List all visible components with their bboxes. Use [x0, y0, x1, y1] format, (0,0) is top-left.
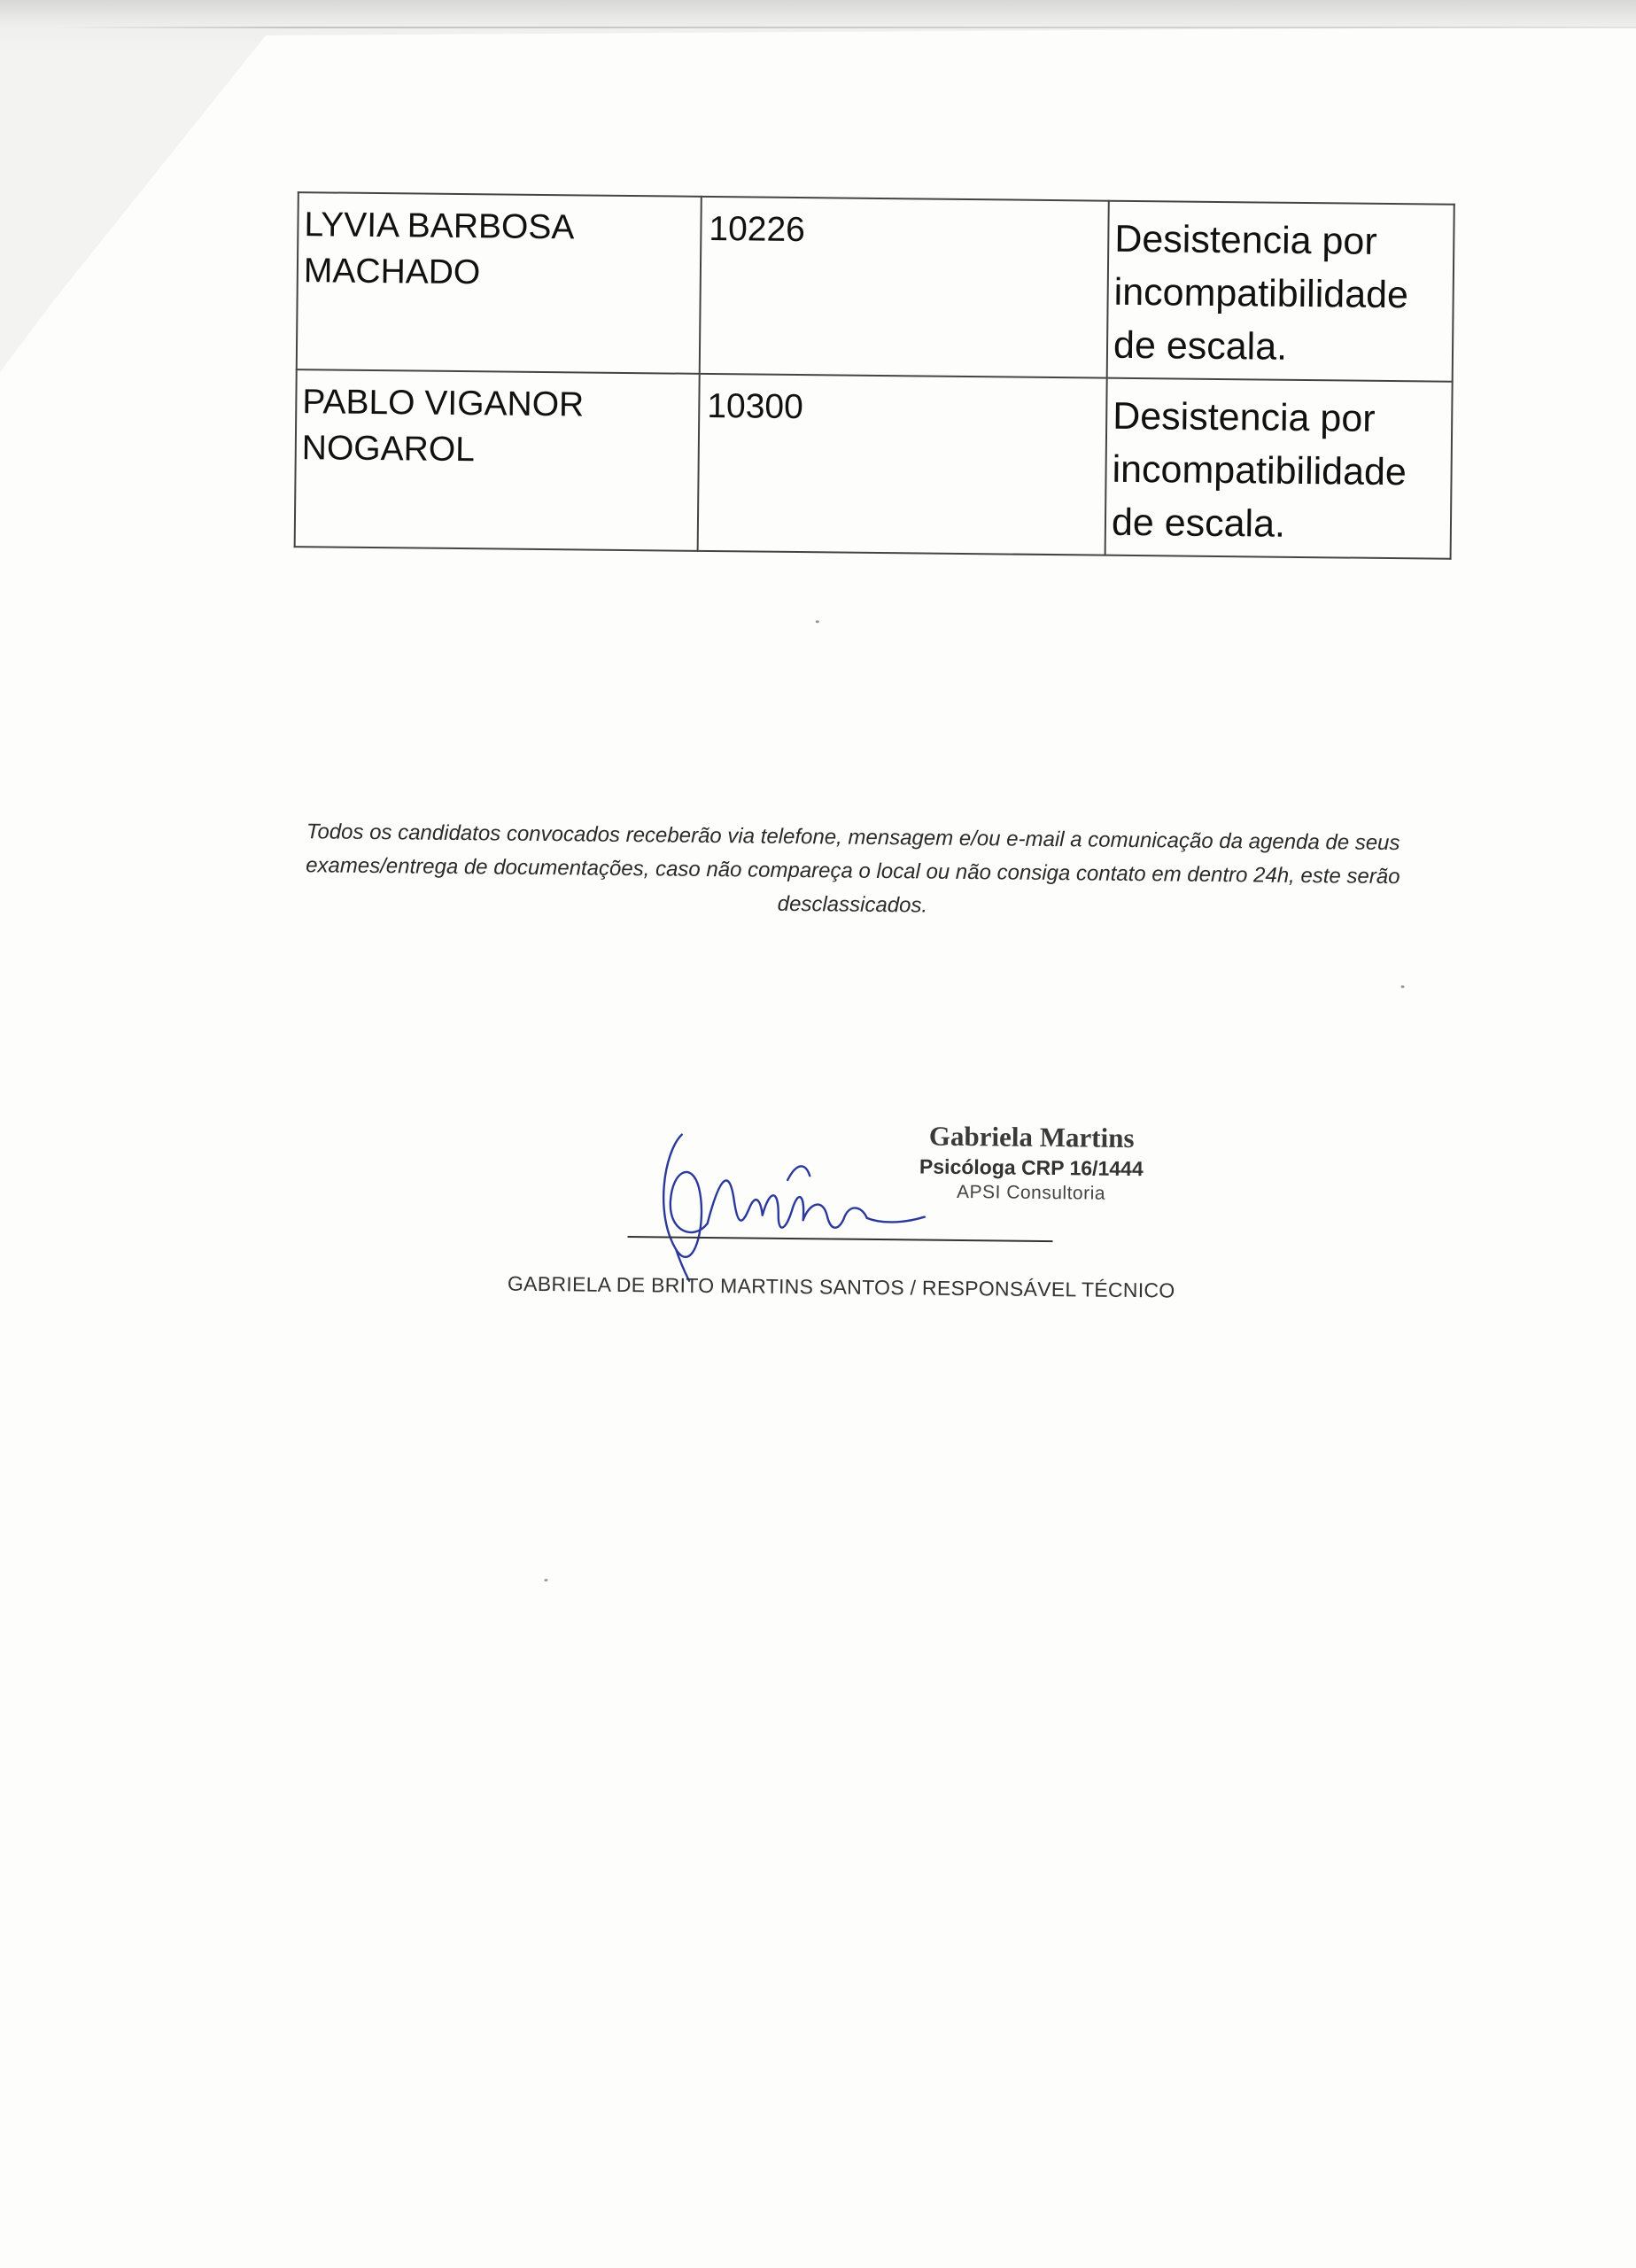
candidate-code: 10226: [700, 197, 1109, 378]
candidate-name: PABLO VIGANOR NOGAROL: [295, 369, 700, 551]
table-row: [295, 369, 1453, 559]
signer-label: GABRIELA DE BRITO MARTINS SANTOS / RESPONSÁVEL TÉCNICO: [507, 1271, 1175, 1302]
stamp-company: APSI Consultoria: [956, 1181, 1106, 1204]
scan-speck: [816, 620, 819, 623]
candidate-code: 10300: [698, 374, 1107, 555]
candidate-table: [294, 191, 1455, 560]
table-row: [297, 192, 1454, 382]
stamp-name: Gabriela Martins: [928, 1120, 1135, 1154]
stamp-registration: Psicóloga CRP 16/1444: [919, 1154, 1144, 1181]
candidate-reason: Desistencia por incompatibilidade de escala.: [1105, 378, 1453, 559]
candidate-reason: Desistencia por incompatibilidade de escala.: [1107, 201, 1454, 382]
scan-speck: [544, 1579, 547, 1581]
notice-paragraph: Todos os candidatos convocados receberão via telefone, mensagem e/ou e-mail a comunicação da agenda de seus exames/entrega de documentações, caso não compareça o local ou não consiga contato em dentro 24h, este serão desclassicados.: [306, 819, 1400, 918]
scan-speck: [1401, 985, 1405, 988]
candidate-name: LYVIA BARBOSA MACHADO: [297, 192, 702, 374]
professional-stamp: [885, 1119, 1178, 1207]
